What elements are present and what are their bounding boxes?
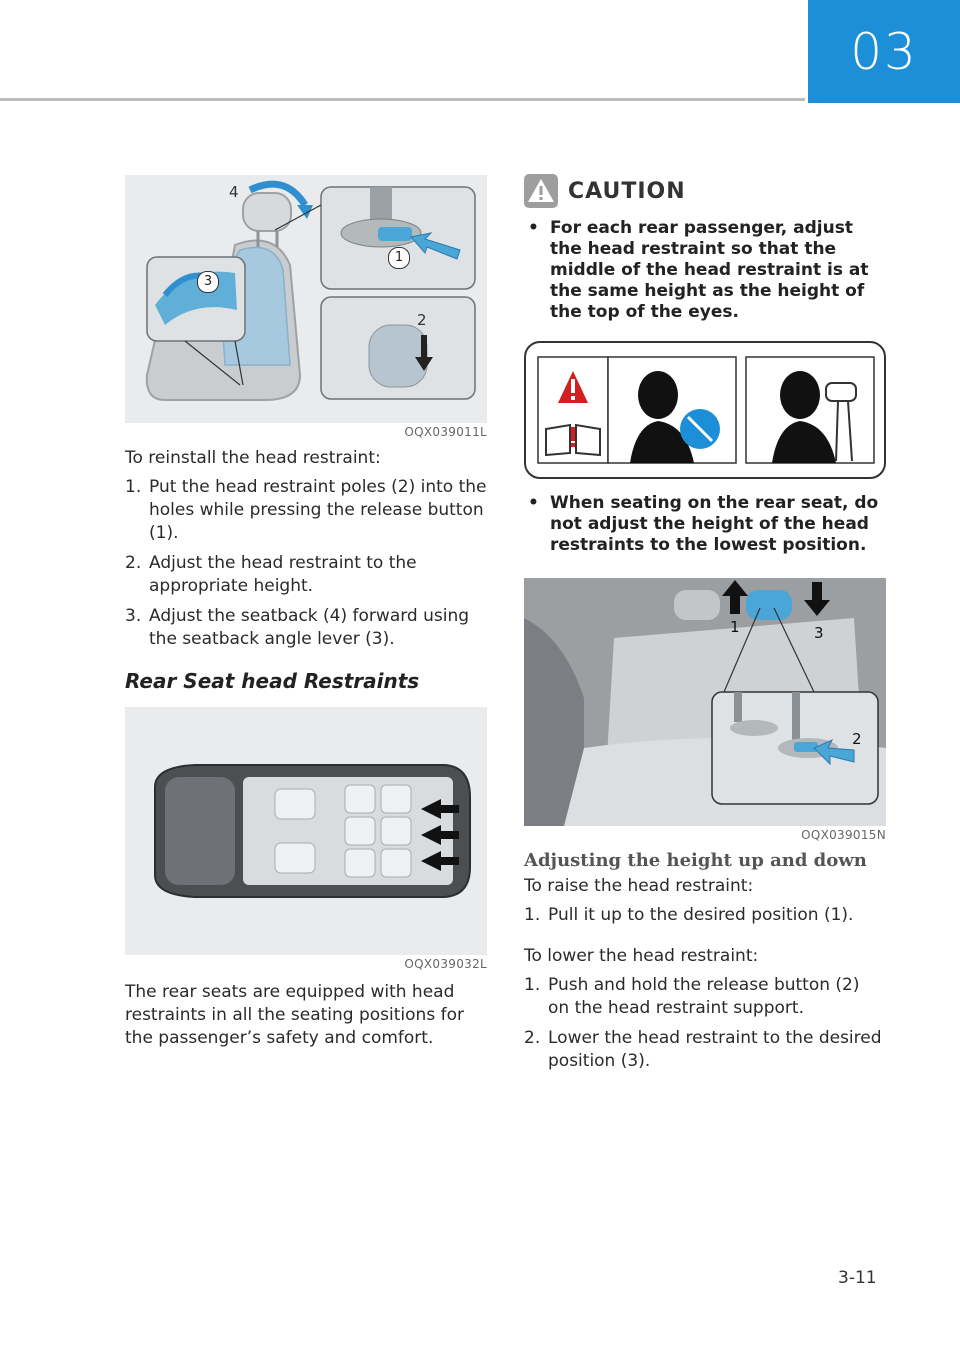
warning-triangle-icon xyxy=(524,174,558,208)
left-column xyxy=(125,175,487,1050)
step-text: Pull it up to the desired position (1). xyxy=(548,905,854,925)
right-column xyxy=(524,174,886,1080)
step-text: Adjust the head restraint to the appropriate height. xyxy=(149,553,417,596)
rear-seat-illustration xyxy=(524,578,886,826)
step-text: Adjust the seatback (4) forward using the seatback angle lever (3). xyxy=(149,606,470,649)
caution-item xyxy=(524,218,886,323)
figure-front-head-restraint xyxy=(125,175,487,423)
callout-4: 4 xyxy=(229,183,239,201)
rear-seats-text: The rear seats are equipped with head restraints in all the seating positions for the passenger’s safety and comfort. xyxy=(125,982,464,1048)
reinstall-steps xyxy=(125,476,487,651)
caution-header xyxy=(524,174,886,208)
list-item xyxy=(125,605,487,651)
callout-3: 3 xyxy=(197,271,219,293)
caution-pictogram xyxy=(524,341,886,479)
head-position-pictogram xyxy=(526,343,884,477)
section-heading: Rear Seat head Restraints xyxy=(125,669,420,693)
reinstall-intro: To reinstall the head restraint: xyxy=(125,448,381,468)
bullet: • xyxy=(528,493,539,513)
seat-illustration xyxy=(125,175,487,423)
step-number: 1. xyxy=(524,975,541,995)
figure-code: OQX039011L xyxy=(404,425,487,439)
list-item xyxy=(524,974,886,1020)
bullet: • xyxy=(528,218,539,238)
step-text: Put the head restraint poles (2) into the holes while pressing the release button (1). xyxy=(149,477,487,543)
caution-title: CAUTION xyxy=(568,178,686,204)
caution-text: For each rear passenger, adjust the head restraint so that the middle of the head restraint is at the same height as the height of the top of the eyes. xyxy=(550,218,869,322)
figure-rear-seat-adjust xyxy=(524,578,886,826)
figure-code: OQX039032L xyxy=(404,957,487,971)
list-item xyxy=(125,552,487,598)
list-item xyxy=(524,1027,886,1073)
step-text: Lower the head restraint to the desired position (3). xyxy=(548,1028,882,1071)
callout-1: 1 xyxy=(388,247,410,269)
caution-list xyxy=(524,218,886,323)
callout-2: 2 xyxy=(417,311,427,329)
list-item xyxy=(524,904,886,927)
caution-list-2 xyxy=(524,493,886,556)
step-number: 1. xyxy=(524,905,541,925)
step-number: 2. xyxy=(524,1028,541,1048)
raise-steps xyxy=(524,904,886,927)
adjust-heading: Adjusting the height up and down xyxy=(524,850,867,871)
chapter-tab: 03 xyxy=(808,0,960,103)
raise-intro: To raise the head restraint: xyxy=(524,876,754,896)
callout-1: 1 xyxy=(730,618,740,636)
step-number: 1. xyxy=(125,477,142,497)
callout-3: 3 xyxy=(814,624,824,642)
step-number: 3. xyxy=(125,606,142,626)
callout-2: 2 xyxy=(852,730,862,748)
caution-text: When seating on the rear seat, do not adjust the height of the head restraints to the lowest position. xyxy=(550,493,879,555)
lower-steps xyxy=(524,974,886,1073)
list-item xyxy=(125,476,487,545)
figure-car-top-view xyxy=(125,707,487,955)
car-top-view-illustration xyxy=(125,707,487,955)
page-number: 3-11 xyxy=(838,1268,877,1288)
caution-item xyxy=(524,493,886,556)
header-rule xyxy=(0,98,805,101)
step-text: Push and hold the release button (2) on the head restraint support. xyxy=(548,975,860,1018)
figure-code: OQX039015N xyxy=(801,828,886,842)
step-number: 2. xyxy=(125,553,142,573)
lower-intro: To lower the head restraint: xyxy=(524,946,759,966)
